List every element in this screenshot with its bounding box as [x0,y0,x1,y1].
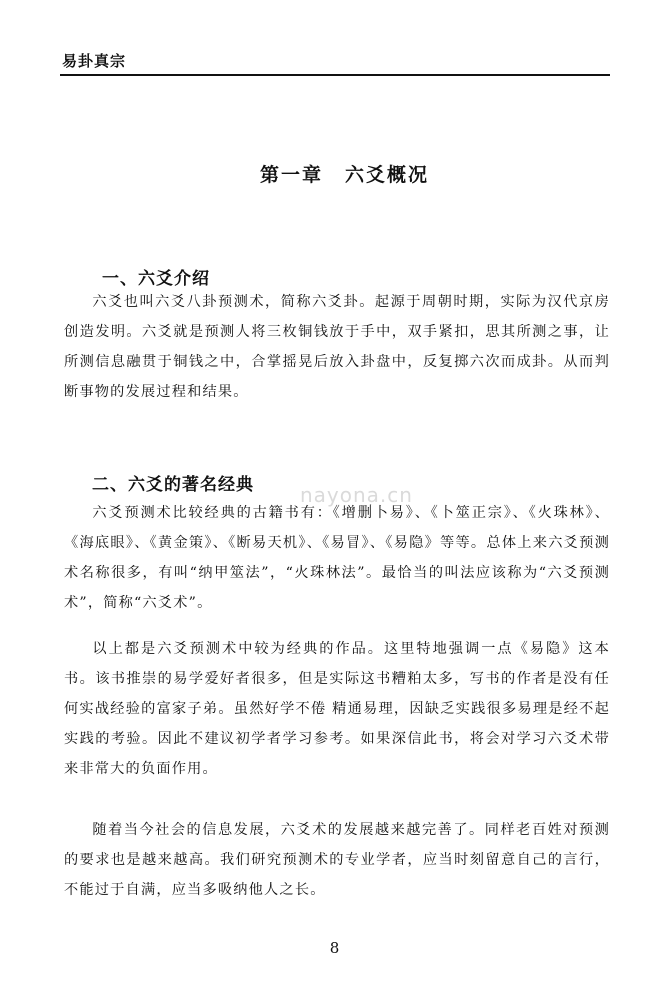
chapter-name: 六爻概况 [345,164,430,186]
section-heading-classics: 二、六爻的著名经典 [92,475,254,495]
page-number: 8 [329,939,340,957]
header-rule [60,74,610,76]
paragraph: 以上都是六爻预测术中较为经典的作品。这里特地强调一点《易隐》这本书。该书推崇的易学爱好者很多，但是实际这书糟粕太多，写书的作者是没有任何实战经验的富家子弟。虽然好学不倦 精通易理，因缺乏实践很多易理是经不起实践的考验。因此不建议初学者学习参考。如果深信此书，将会对学习六爻术带来非常大的负面作用。 [64,641,610,777]
paragraph: 六爻预测术比较经典的古籍书有：《增删卜易》、《卜筮正宗》、《火珠林》、《海底眼》、《黄金策》、《断易天机》、《易冒》、《易隐》等等。总体上来六爻预测术名称很多，有叫“纳甲筮法”，“火珠林法”。最恰当的叫法应该称为“六爻预测术”，简称“六爻术”。 [64,505,610,611]
paragraph: 六爻也叫六爻八卦预测术，简称六爻卦。起源于周朝时期，实际为汉代京房创造发明。六爻就是预测人将三枚铜钱放于手中，双手紧扣，思其所测之事，让所测信息融贯于铜钱之中，合掌摇晃后放入卦盘中，反复掷六次而成卦。从而判断事物的发展过程和结果。 [64,294,610,400]
section-heading-intro: 一、六爻介绍 [102,269,210,289]
chapter-number: 第一章 [259,164,323,186]
running-header-title: 易卦真宗 [62,52,127,70]
chapter-title [0,160,669,187]
watermark: nayona.cn [300,483,413,507]
paragraph: 随着当今社会的信息发展，六爻术的发展越来越完善了。同样老百姓对预测的要求也是越来越高。我们研究预测术的专业学者，应当时刻留意自己的言行，不能过于自满，应当多吸纳他人之长。 [64,822,610,898]
